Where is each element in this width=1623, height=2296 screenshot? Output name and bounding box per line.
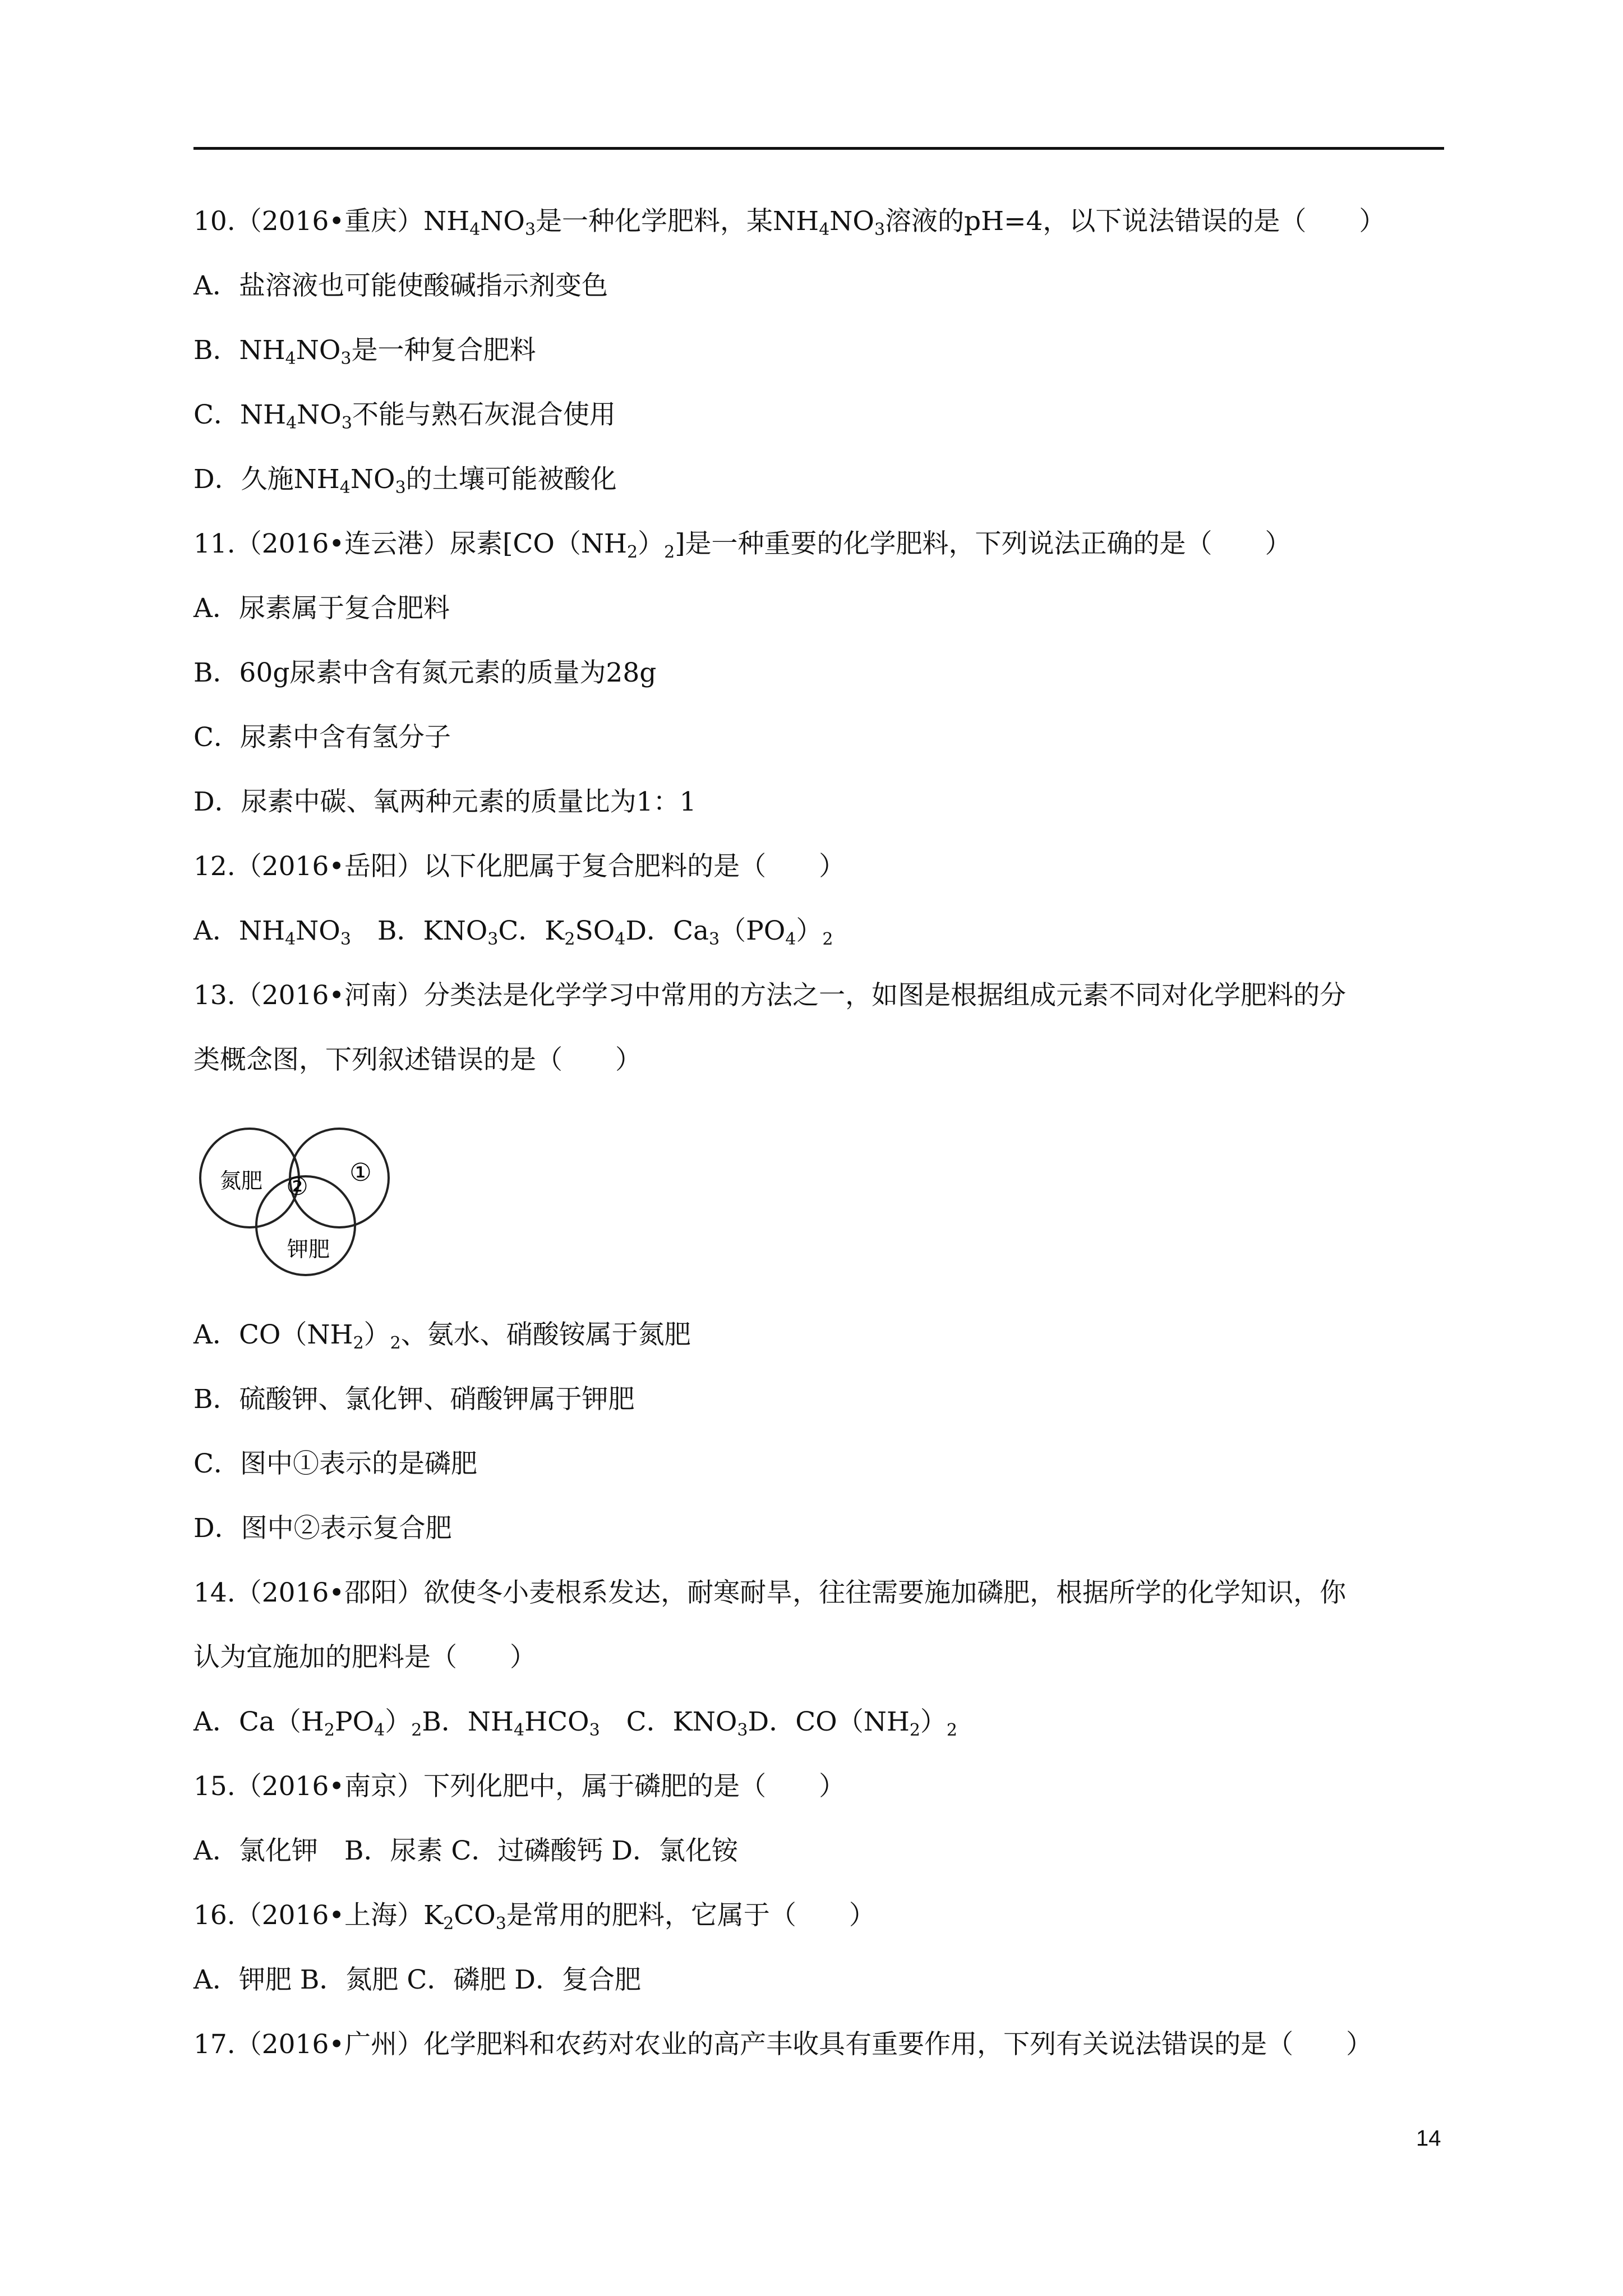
subscript: 3 (495, 1914, 506, 1934)
subscript: 2 (324, 1720, 335, 1740)
subscript: 2 (390, 1333, 401, 1353)
text-segment: 16.（2016•上海）K (193, 1900, 444, 1931)
text-segment: 15.（2016•南京）下列化肥中，属于磷肥的是（ ） (193, 1771, 846, 1802)
text-segment: C．KNO (600, 1706, 737, 1737)
text-line (193, 1963, 641, 1997)
text-line (193, 1447, 477, 1481)
text-line (193, 1383, 635, 1416)
text-segment: HCO (524, 1706, 589, 1737)
text-line (193, 1899, 875, 1932)
text-line (193, 2028, 1372, 2062)
text-line (193, 721, 451, 754)
text-segment: ） (363, 1319, 390, 1350)
text-segment: 14.（2016•邵阳）欲使冬小麦根系发达，耐寒耐旱，往往需要施加磷肥，根据所学的化学知识，你 (193, 1577, 1347, 1608)
subscript: 4 (469, 220, 481, 240)
text-segment: D．CO（NH (748, 1706, 910, 1737)
subscript: 4 (285, 930, 296, 949)
text-segment: C．图中①表示的是磷肥 (193, 1448, 477, 1479)
subscript: 4 (615, 930, 626, 949)
text-line (193, 1512, 452, 1545)
subscript: 3 (340, 349, 352, 369)
text-segment: 10.（2016•重庆）NH (193, 206, 470, 237)
text-line (193, 1705, 957, 1739)
text-segment: C．K (498, 915, 565, 946)
text-segment: A．盐溶液也可能使酸碱指示剂变色 (193, 270, 608, 301)
text-segment: 是常用的肥料，它属于（ ） (506, 1900, 875, 1931)
text-segment: 不能与熟石灰混合使用 (352, 399, 616, 430)
region-1-label: ① (349, 1158, 372, 1187)
subscript: 2 (411, 1720, 422, 1740)
text-segment: 类概念图，下列叙述错误的是（ ） (193, 1045, 642, 1075)
text-line (193, 269, 608, 303)
text-segment: B．60g尿素中含有氮元素的质量为28g (193, 657, 657, 688)
subscript: 2 (353, 1333, 364, 1353)
text-segment: NO (829, 206, 874, 237)
text-segment: A．NH (193, 915, 285, 946)
subscript: 3 (340, 930, 351, 949)
subscript: 3 (737, 1720, 748, 1740)
potassium-label: 钾肥 (287, 1237, 330, 1262)
text-segment: A．CO（NH (193, 1319, 353, 1350)
subscript: 3 (524, 220, 536, 240)
subscript: 4 (286, 413, 297, 433)
text-segment: NO (480, 206, 525, 237)
text-segment: 的土壤可能被酸化 (405, 464, 617, 495)
text-segment: A．尿素属于复合肥料 (193, 593, 450, 624)
text-segment: A．钾肥 B．氮肥 C．磷肥 D．复合肥 (193, 1964, 641, 1995)
text-line (193, 527, 1292, 561)
text-segment: ） (385, 1706, 412, 1737)
text-segment: D．Ca (625, 915, 709, 946)
subscript: 3 (874, 220, 886, 240)
text-segment: NO (297, 399, 342, 430)
text-segment: 认为宜施加的肥料是（ ） (193, 1642, 536, 1673)
text-segment: A．氯化钾 B．尿素 C．过磷酸钙 D．氯化铵 (193, 1835, 739, 1866)
subscript: 3 (709, 930, 720, 949)
subscript: 2 (822, 930, 833, 949)
subscript: 3 (341, 413, 352, 433)
text-line (193, 398, 616, 432)
fertilizer-venn-diagram (193, 1116, 418, 1285)
text-segment: D．图中②表示复合肥 (193, 1513, 452, 1544)
subscript: 3 (395, 478, 406, 498)
text-segment: （PO (720, 915, 786, 946)
subscript: 3 (487, 930, 499, 949)
text-segment: D．久施NH (193, 464, 340, 495)
text-segment: 、氨水、硝酸铵属于氮肥 (400, 1319, 691, 1350)
subscript: 4 (374, 1720, 385, 1740)
text-segment: NO (296, 915, 340, 946)
text-line (193, 1043, 642, 1077)
text-segment: A．Ca（H (193, 1706, 324, 1737)
subscript: 2 (946, 1720, 957, 1740)
text-segment: 13.（2016•河南）分类法是化学学习中常用的方法之一，如图是根据组成元素不同对化学肥料的分 (193, 980, 1347, 1011)
text-line (193, 1318, 691, 1352)
text-segment: 12.（2016•岳阳）以下化肥属于复合肥料的是（ ） (193, 851, 846, 882)
text-segment: PO (335, 1706, 375, 1737)
text-segment: CO (454, 1900, 496, 1931)
text-segment: 11.（2016•连云港）尿素[CO（NH (193, 528, 628, 559)
region-2-label: ② (286, 1172, 308, 1201)
text-segment: NO (350, 464, 395, 495)
text-line (193, 979, 1346, 1013)
subscript: 4 (285, 349, 296, 369)
subscript: 2 (909, 1720, 920, 1740)
subscript: 4 (339, 478, 351, 498)
text-line (193, 1576, 1346, 1610)
text-line (193, 463, 617, 496)
text-line (193, 914, 833, 948)
text-line (193, 1641, 536, 1674)
text-segment: SO (575, 915, 615, 946)
text-segment: 17.（2016•广州）化学肥料和农药对农业的高产丰收具有重要作用，下列有关说法错误的是（ ） (193, 2029, 1373, 2060)
text-segment: B．硫酸钾、氯化钾、硝酸钾属于钾肥 (193, 1384, 635, 1415)
text-line (193, 785, 697, 819)
page-number: 14 (1416, 2126, 1441, 2151)
text-line (193, 1834, 738, 1868)
text-segment: ） (638, 528, 665, 559)
text-segment: 是一种复合肥料 (351, 335, 536, 366)
nitrogen-label: 氮肥 (219, 1168, 263, 1193)
text-line (193, 334, 536, 367)
text-segment: 是一种化学肥料，某NH (536, 206, 819, 237)
text-segment: B．NH (422, 1706, 514, 1737)
header-rule (193, 147, 1444, 150)
text-segment: C．NH (193, 399, 287, 430)
subscript: 4 (514, 1720, 525, 1740)
text-segment: C．尿素中含有氢分子 (193, 722, 451, 753)
subscript: 4 (785, 930, 796, 949)
text-segment: D．尿素中碳、氧两种元素的质量比为1：1 (193, 786, 697, 817)
text-segment: NO (296, 335, 341, 366)
text-line (193, 1770, 845, 1803)
text-line (193, 205, 1385, 238)
subscript: 2 (664, 542, 675, 562)
text-segment: ） (796, 915, 823, 946)
subscript: 2 (443, 1914, 454, 1934)
text-segment: ]是一种重要的化学肥料，下列说法正确的是（ ） (675, 528, 1292, 559)
text-segment: 溶液的pH=4，以下说法错误的是（ ） (885, 206, 1386, 237)
text-line (193, 592, 450, 625)
subscript: 2 (564, 930, 575, 949)
text-segment: ） (920, 1706, 947, 1737)
text-line (193, 656, 656, 690)
text-segment: B．KNO (351, 915, 488, 946)
text-line (193, 850, 845, 884)
subscript: 2 (627, 542, 638, 562)
subscript: 3 (589, 1720, 600, 1740)
text-segment: B．NH (193, 335, 285, 366)
subscript: 4 (819, 220, 830, 240)
